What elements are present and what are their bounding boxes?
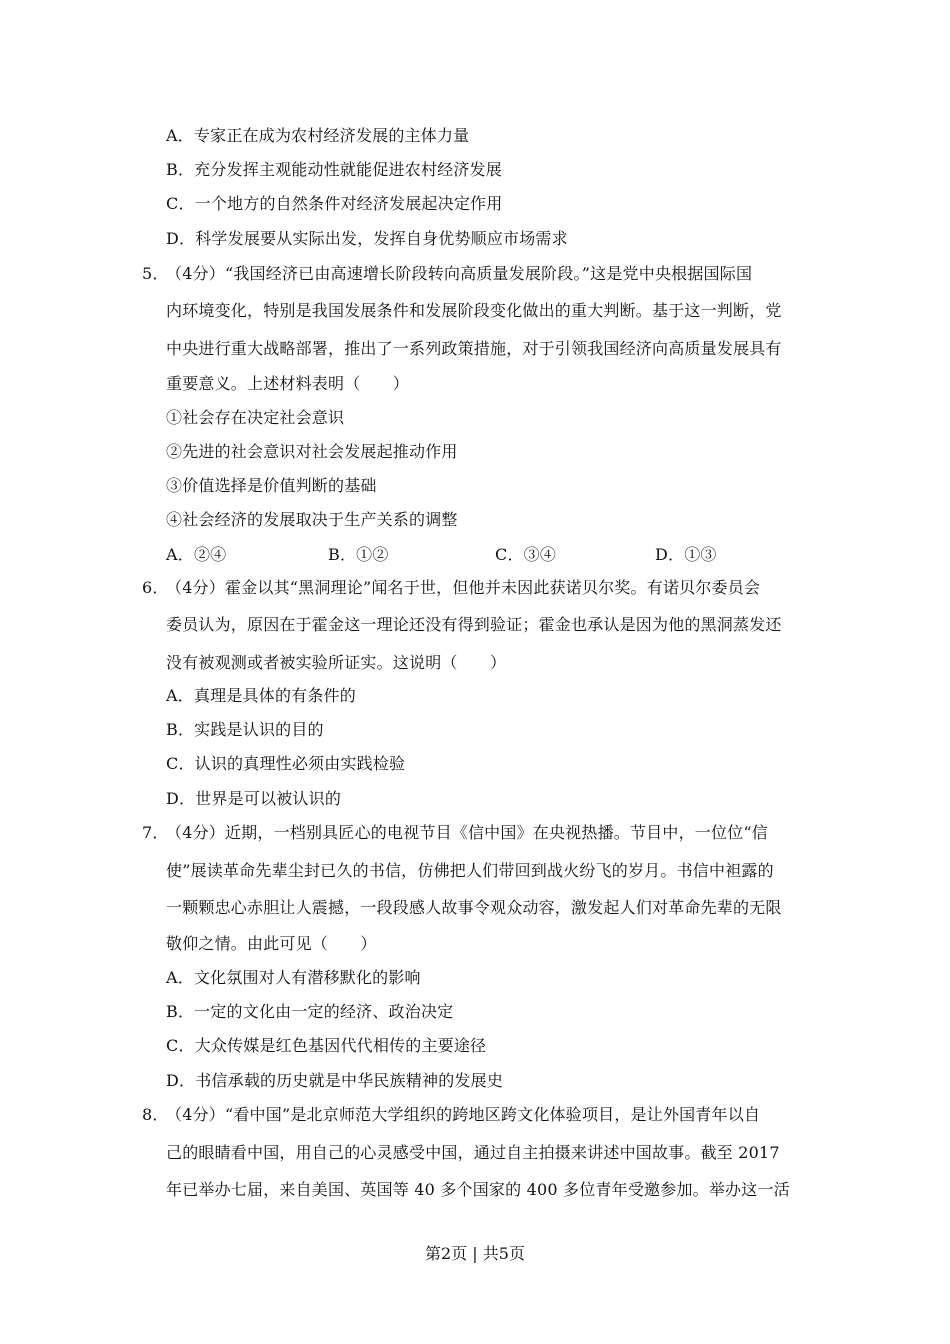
q5-statement-4: ④社会经济的发展取决于生产关系的调整 [166, 510, 458, 529]
q8-number: 8． [142, 1105, 169, 1124]
q4-option-c[interactable]: C．一个地方的自然条件对经济发展起决定作用 [166, 194, 503, 213]
q6-stem-line-3: 没有被观测或者被实验所证实。这说明（ ） [166, 653, 507, 672]
q7-stem-line-2: 使”展读革命先辈尘封已久的书信，仿佛把人们带回到战火纷飞的岁月。书信中袒露的 [166, 861, 774, 880]
q6-option-c[interactable]: C．认识的真理性必须由实践检验 [166, 754, 406, 773]
page-footer: 第2页 | 共5页 [425, 1244, 525, 1263]
q5-stem-line-4: 重要意义。上述材料表明（ ） [166, 374, 410, 393]
q5-option-b[interactable]: B．①② [328, 545, 389, 564]
q6-option-a[interactable]: A．真理是具体的有条件的 [166, 686, 356, 705]
q7-option-b[interactable]: B．一定的文化由一定的经济、政治决定 [166, 1002, 454, 1021]
q7-option-c[interactable]: C．大众传媒是红色基因代代相传的主要途径 [166, 1036, 487, 1055]
q4-option-d[interactable]: D．科学发展要从实际出发，发挥自身优势顺应市场需求 [166, 229, 568, 248]
q6-option-d[interactable]: D．世界是可以被认识的 [166, 789, 342, 808]
q5-option-a[interactable]: A．②④ [166, 545, 227, 564]
q7-option-a[interactable]: A．文化氛围对人有潜移默化的影响 [166, 968, 421, 987]
q8-stem-line-3: 年已举办七届，来自美国、英国等 40 多个国家的 400 多位青年受邀参加。举办这一活 [166, 1180, 790, 1199]
q7-option-d[interactable]: D．书信承载的历史就是中华民族精神的发展史 [166, 1071, 504, 1090]
q7-stem-line-3: 一颗颗忠心赤胆让人震撼，一段段感人故事令观众动容，激发起人们对革命先辈的无限 [166, 898, 782, 917]
q5-stem-line-2: 内环境变化，特别是我国发展条件和发展阶段变化做出的重大判断。基于这一判断，党 [166, 301, 782, 320]
q7-stem-line-1: （4分）近期，一档别具匠心的电视节目《信中国》在央视热播。节目中，一位位“信 [166, 823, 768, 842]
q7-number: 7． [142, 823, 169, 842]
q6-number: 6． [142, 578, 169, 597]
q6-stem-line-1: （4分）霍金以其“黑洞理论”闻名于世，但他并未因此获诺贝尔奖。有诺贝尔委员会 [166, 578, 761, 597]
q5-number: 5． [142, 264, 169, 283]
q4-option-b[interactable]: B．充分发挥主观能动性就能促进农村经济发展 [166, 160, 502, 179]
q7-stem-line-4: 敬仰之情。由此可见（ ） [166, 934, 377, 953]
q8-stem-line-1: （4分）“看中国”是北京师范大学组织的跨地区跨文化体验项目，是让外国青年以自 [166, 1105, 761, 1124]
q6-stem-line-2: 委员认为，原因在于霍金这一理论还没有得到验证；霍金也承认是因为他的黑洞蒸发还 [166, 615, 782, 634]
q5-option-d[interactable]: D．①③ [655, 545, 717, 564]
q5-statement-1: ①社会存在决定社会意识 [166, 408, 345, 427]
q5-stem-line-3: 中央进行重大战略部署，推出了一系列政策措施，对于引领我国经济向高质量发展具有 [166, 339, 782, 358]
q8-stem-line-2: 己的眼睛看中国，用自己的心灵感受中国，通过自主拍摄来讲述中国故事。截至 2017 [166, 1143, 780, 1162]
q5-statement-2: ②先进的社会意识对社会发展起推动作用 [166, 442, 458, 461]
q4-option-a[interactable]: A．专家正在成为农村经济发展的主体力量 [166, 126, 470, 145]
q5-statement-3: ③价值选择是价值判断的基础 [166, 476, 377, 495]
q6-option-b[interactable]: B．实践是认识的目的 [166, 720, 324, 739]
q5-stem-line-1: （4分）“我国经济已由高速增长阶段转向高质量发展阶段。”这是党中央根据国际国 [166, 264, 753, 283]
q5-option-c[interactable]: C．③④ [495, 545, 557, 564]
